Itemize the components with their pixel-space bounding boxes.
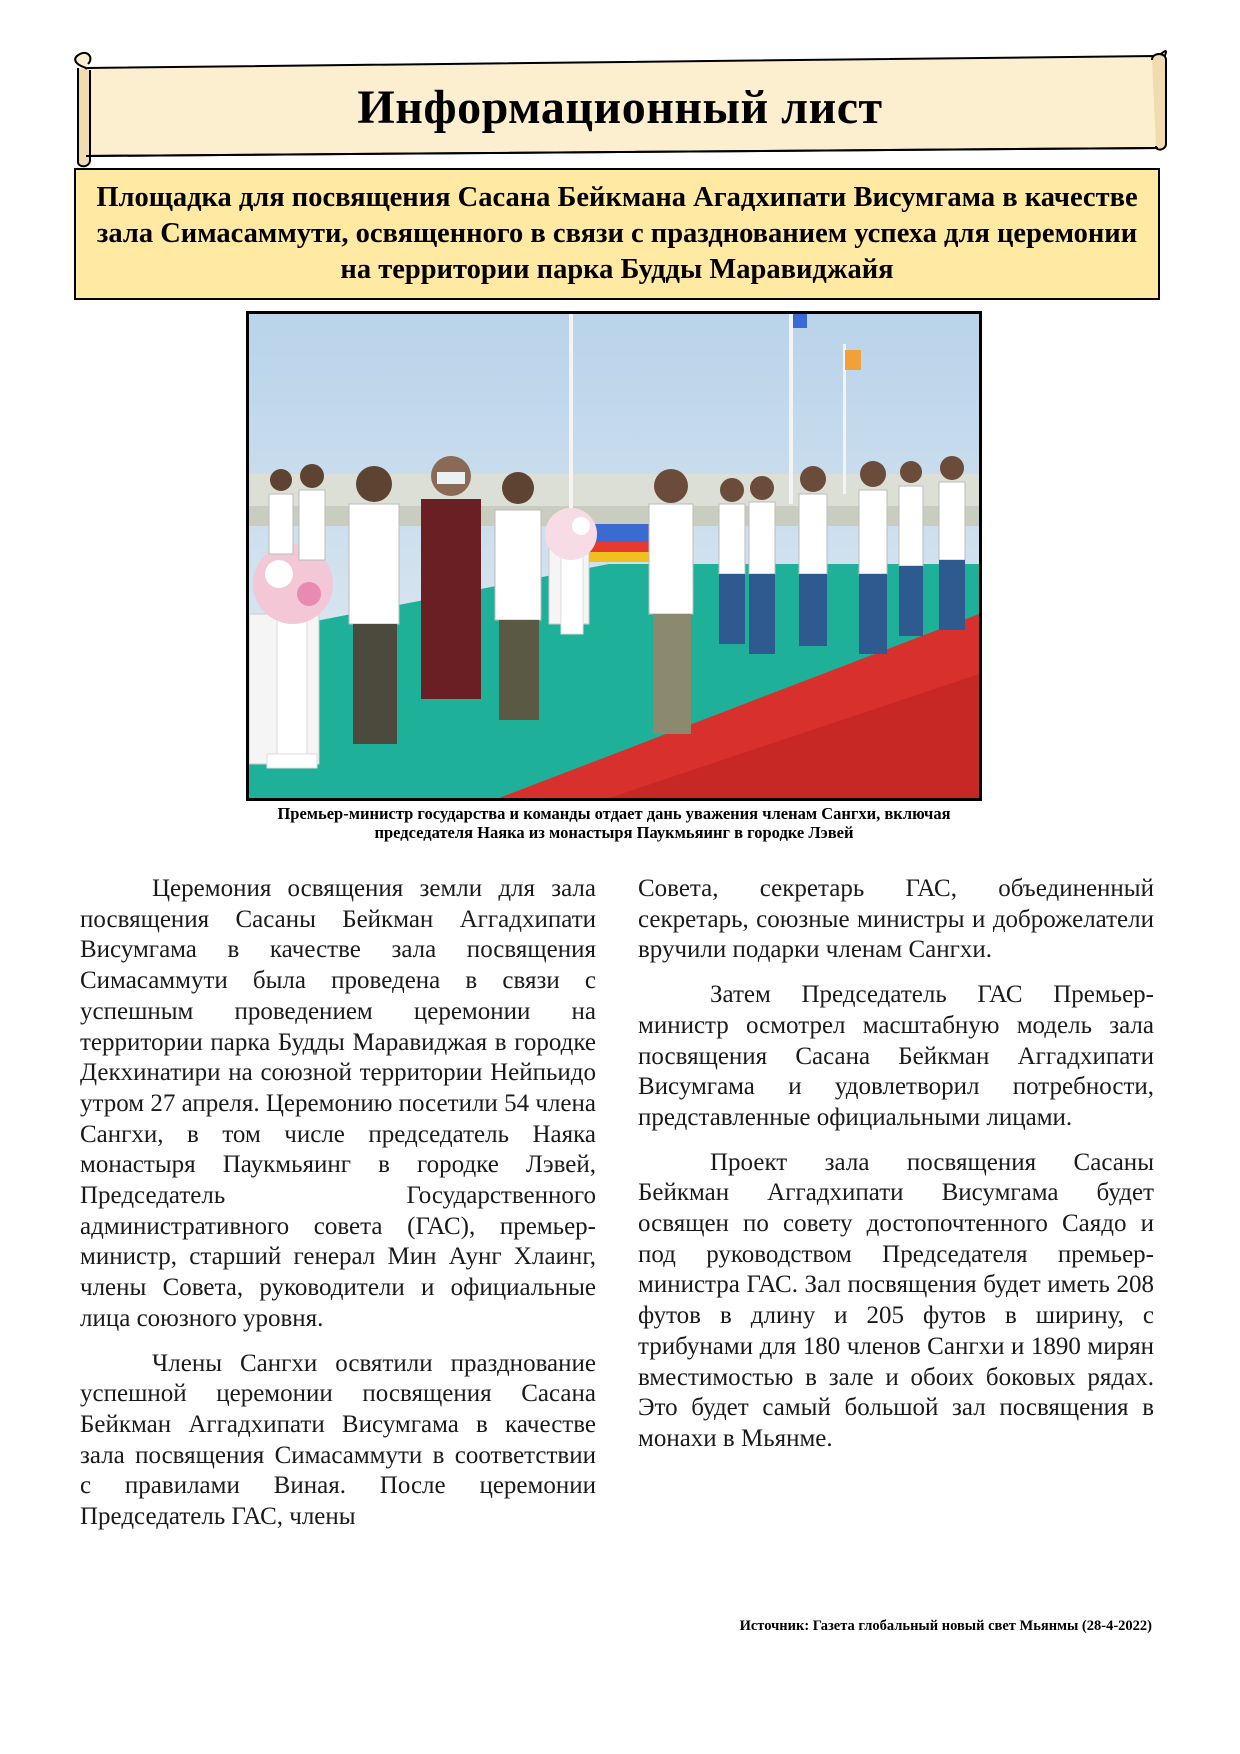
headline-box xyxy=(74,168,1160,300)
photo-caption: Премьер-министр государства и команды отдает дань уважения членам Сангхи, включая председателя Наяка из монастыря Паукмьяинг в городке Лэвей xyxy=(277,804,951,842)
article-paragraph: Церемония освящения земли для зала посвящения Сасаны Бейкман Аггадхипати Висумгама в качестве зала посвящения Симасаммути была проведена в связи с успешным проведением церемонии на территории парка Будды Маравиджая в городке Декхинатири на союзной территории Нейпьидо утром 27 апреля. Церемонию посетили 54 члена Сангхи, в том числе председатель Наяка монастыря Паукмьяинг в городке Лэвей, Председатель Государственного административного совета (ГАС), премьер-министр, старший генерал Мин Аунг Хлаинг, члены Совета, руководители и официальные лица союзного уровня. xyxy=(80,875,596,1332)
ceremony-photo xyxy=(246,311,982,801)
headline: Площадка для посвящения Сасана Бейкмана Агадхипати Висумгама в качестве зала Симасаммути, освященного в связи с празднованием успеха для церемонии на территории парка Будды Маравиджайя xyxy=(96,182,1138,285)
page-title: Информационный лист xyxy=(357,81,883,134)
article-paragraph: Затем Председатель ГАС Премьер-министр осмотрел масштабную модель зала посвящения Сасана Бейкман Аггадхипати Висумгама и удовлетворил потребности, представленные официальными лицами. xyxy=(638,981,1154,1131)
article-paragraph: Члены Сангхи освятили празднование успешной церемонии посвящения Сасана Бейкман Аггадхипати Висумгама в качестве зала посвящения Симасаммути в соответствии с правилами Виная. После церемонии Председатель ГАС, члены xyxy=(80,1349,596,1531)
article-column-left xyxy=(80,874,596,1547)
article-paragraph: Проект зала посвящения Сасаны Бейкман Аггадхипати Висумгама будет освящен по совету достопочтенного Саядо и под руководством Председателя премьер-министра ГАС. Зал посвящения будет иметь 208 футов в длину и 205 футов в ширину, с трибунами для 180 членов Сангхи и 1890 мирян вместимостью в зале и обоих боковых рядах. Это будет самый большой зал посвящения в монахи в Мьянме. xyxy=(638,1148,1154,1452)
article-paragraph: Совета, секретарь ГАС, объединенный секретарь, союзные министры и доброжелатели вручили подарки членам Сангхи. xyxy=(638,875,1154,964)
ceremony-photo-illustration xyxy=(249,314,979,798)
title-scroll-banner xyxy=(72,50,1168,170)
article-column-right xyxy=(638,874,1154,1469)
source-credit: Источник: Газета глобальный новый свет Мьянмы (28-4-2022) xyxy=(739,1618,1152,1634)
